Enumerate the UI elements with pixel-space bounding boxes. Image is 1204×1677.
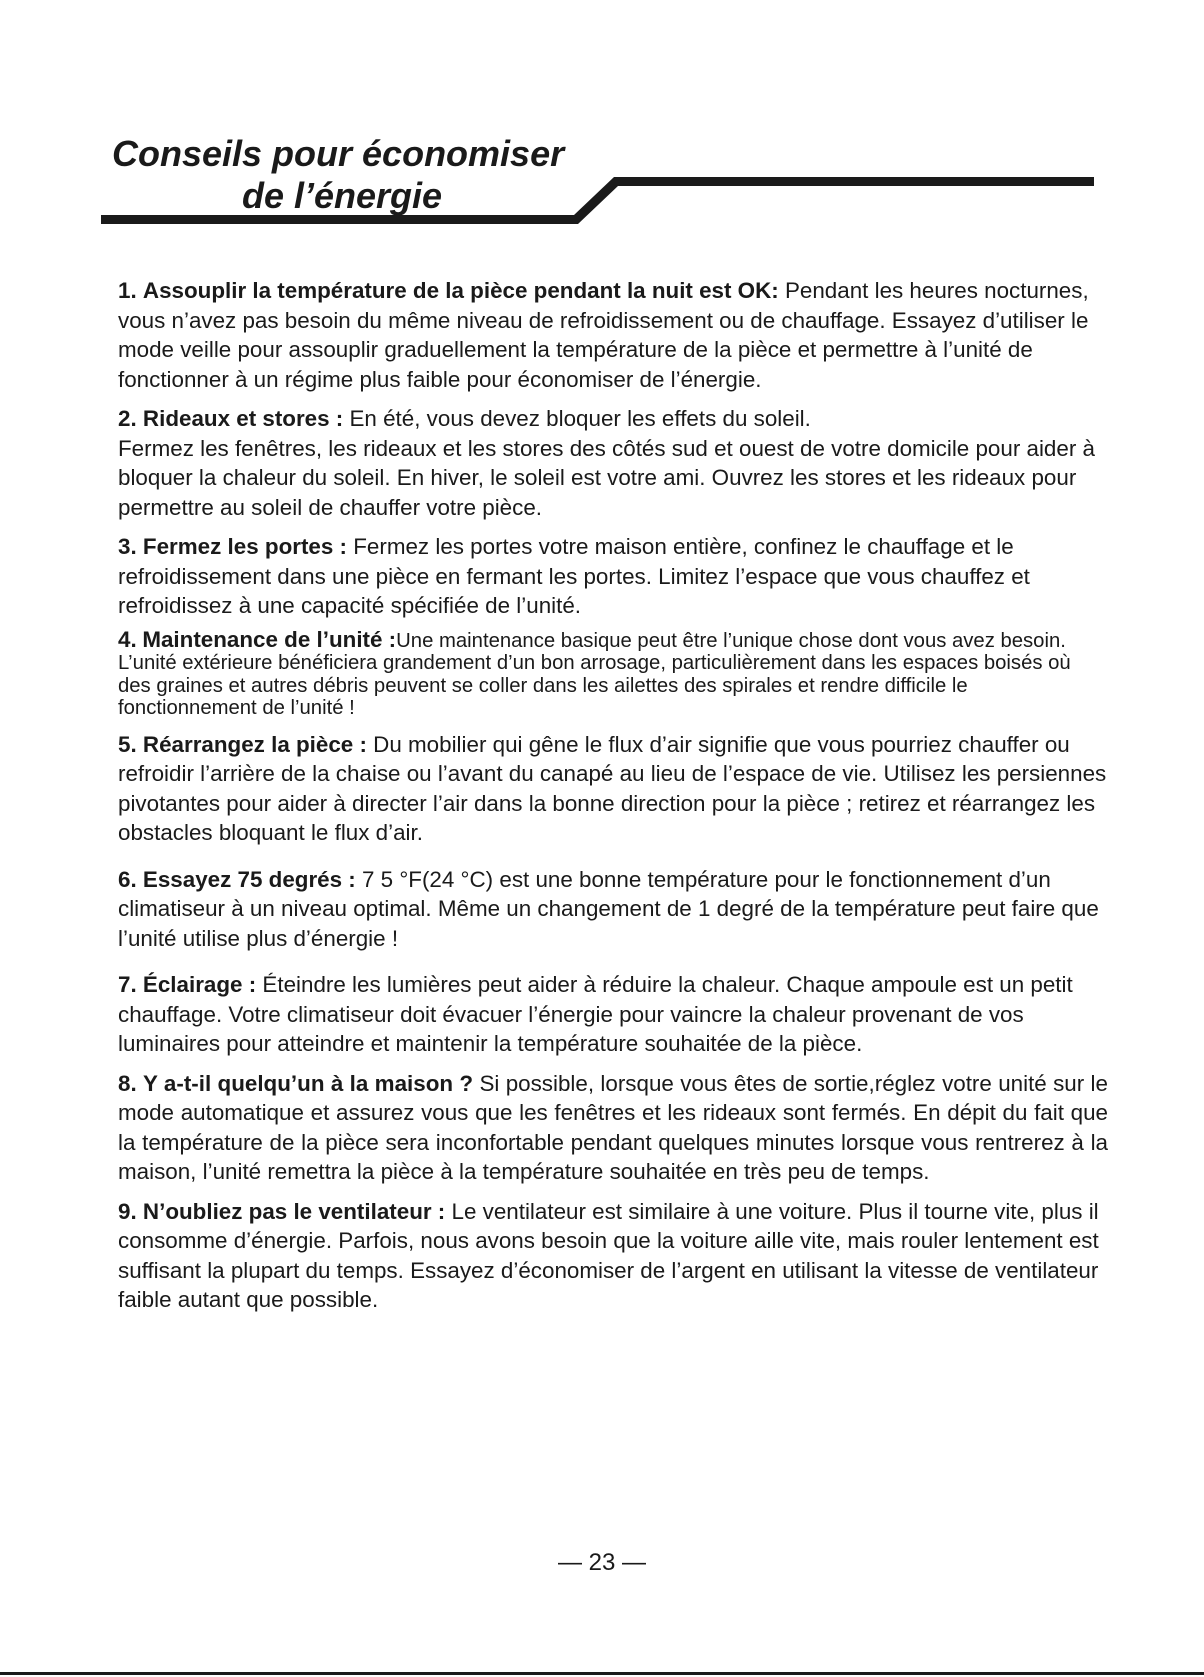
tip-number: 1. [118,278,137,303]
tip-text: Si possible, lorsque vous êtes de sortie,réglez votre unité sur le mode automatique et assurez vous que les fenêtres et les rideaux sont fermés. En dépit du fait que la température de la pièce sera inconfortable pendant quelques minutes lorsque vous rentrerez à la maison, l’unité remettra la pièce à la température souhaitée en très peu de temps. [118,1070,1108,1184]
tip-number: 9. [118,1198,137,1224]
tip-5 [118,730,1108,848]
tip-text: Pendant les heures nocturnes, vous n’avez pas besoin du même niveau de refroidissement ou de chauffage. Essayez d’utiliser le mode veille pour assouplir graduellement la température de la pièce et permettre à l’unité de fonctionner à un régime plus faible pour économiser de l’énergie. [118,278,1089,392]
tip-number: 5. [118,731,137,757]
page-header [0,0,1204,240]
tip-4 [118,626,1108,720]
tip-heading: Réarrangez la pièce : [142,731,367,757]
tip-number: 4. [118,626,137,652]
page-title-line1: Conseils pour économiser [112,133,565,174]
tip-text: Le ventilateur est similaire à une voiture. Plus il tourne vite, plus il consomme d’énergie. Parfois, nous avons besoin que la voiture aille vite, mais rouler lentement est suffisant la plupart du temps. Essayez d’économiser de l’argent en utilisant la vitesse de ventilateur faible autant que possible. [118,1198,1099,1312]
tip-number: 3. [118,534,137,559]
tips-list [118,276,1108,1325]
tip-heading: Éclairage : [142,972,257,997]
tip-6 [118,865,1108,954]
tip-number: 2. [118,406,137,431]
tip-text: En été, vous devez bloquer les effets du soleil. [349,406,811,431]
tip-number: 8. [118,1070,137,1096]
tip-text: Fermez les portes votre maison entière, confinez le chauffage et le refroidissement dans une pièce en fermant les portes. Limitez l’espace que vous chauffez et refroidissez à une capacité spécifiée de l’unité. [118,534,1030,618]
tip-text-continued: Fermez les fenêtres, les rideaux et les stores des côtés sud et ouest de votre domicile pour aider à bloquer la chaleur du soleil. En hiver, le soleil est votre ami. Ouvrez les stores et les rideaux pour permettre au soleil de chauffer votre pièce. [118,435,1095,520]
page-bottom-border [0,1672,1204,1675]
tip-heading: Maintenance de l’unité : [142,626,397,652]
tip-heading: Fermez les portes : [142,534,347,559]
title-underline-rule [0,0,1204,240]
tip-9 [118,1197,1108,1315]
tip-2 [118,404,1108,522]
tip-8 [118,1069,1108,1187]
tip-number: 7. [118,972,137,997]
tip-number: 6. [118,866,137,892]
tip-1 [118,276,1108,394]
page-number: — 23 — [557,1549,647,1576]
tip-text: Une maintenance basique peut être l’unique chose dont vous avez besoin. L’unité extérieure bénéficiera grandement d’un bon arrosage, particulièrement dans les espaces boisés où des graines et autres débris peuvent se coller dans les ailettes des spirales et rendre difficile le fonctionnement de l’unité ! [118,629,1071,719]
tip-text: Du mobilier qui gêne le flux d’air signifie que vous pourriez chauffer ou refroidir l’arrière de la chaise ou l’avant du canapé au lieu de l’espace de vie. Utilisez les persiennes pivotantes pour aider à directer l’air dans la bonne direction pour la pièce ; retirez et réarrangez les obstacles bloquant le flux d’air. [118,731,1107,845]
tip-heading: Y a-t-il quelqu’un à la maison ? [143,1070,474,1096]
tip-heading: Assouplir la température de la pièce pendant la nuit est OK: [142,278,779,303]
tip-text: 7 5 °F(24 °C) est une bonne température pour le fonctionnement d’un climatiseur à un niveau optimal. Même un changement de 1 degré de la température peut faire que l’unité utilise plus d’énergie ! [118,866,1099,951]
tip-3 [118,532,1108,621]
tip-heading: Rideaux et stores : [142,406,344,431]
tip-heading: Essayez 75 degrés : [142,866,356,892]
tip-heading: N’oubliez pas le ventilateur : [142,1198,446,1224]
tip-text: Éteindre les lumières peut aider à réduire la chaleur. Chaque ampoule est un petit chauffage. Votre climatiseur doit évacuer l’énergie pour vaincre la chaleur provenant de vos luminaires pour atteindre et maintenir la température souhaitée de la pièce. [118,972,1073,1056]
tip-7 [118,970,1108,1059]
page-title-line2: de l’énergie [242,175,443,216]
